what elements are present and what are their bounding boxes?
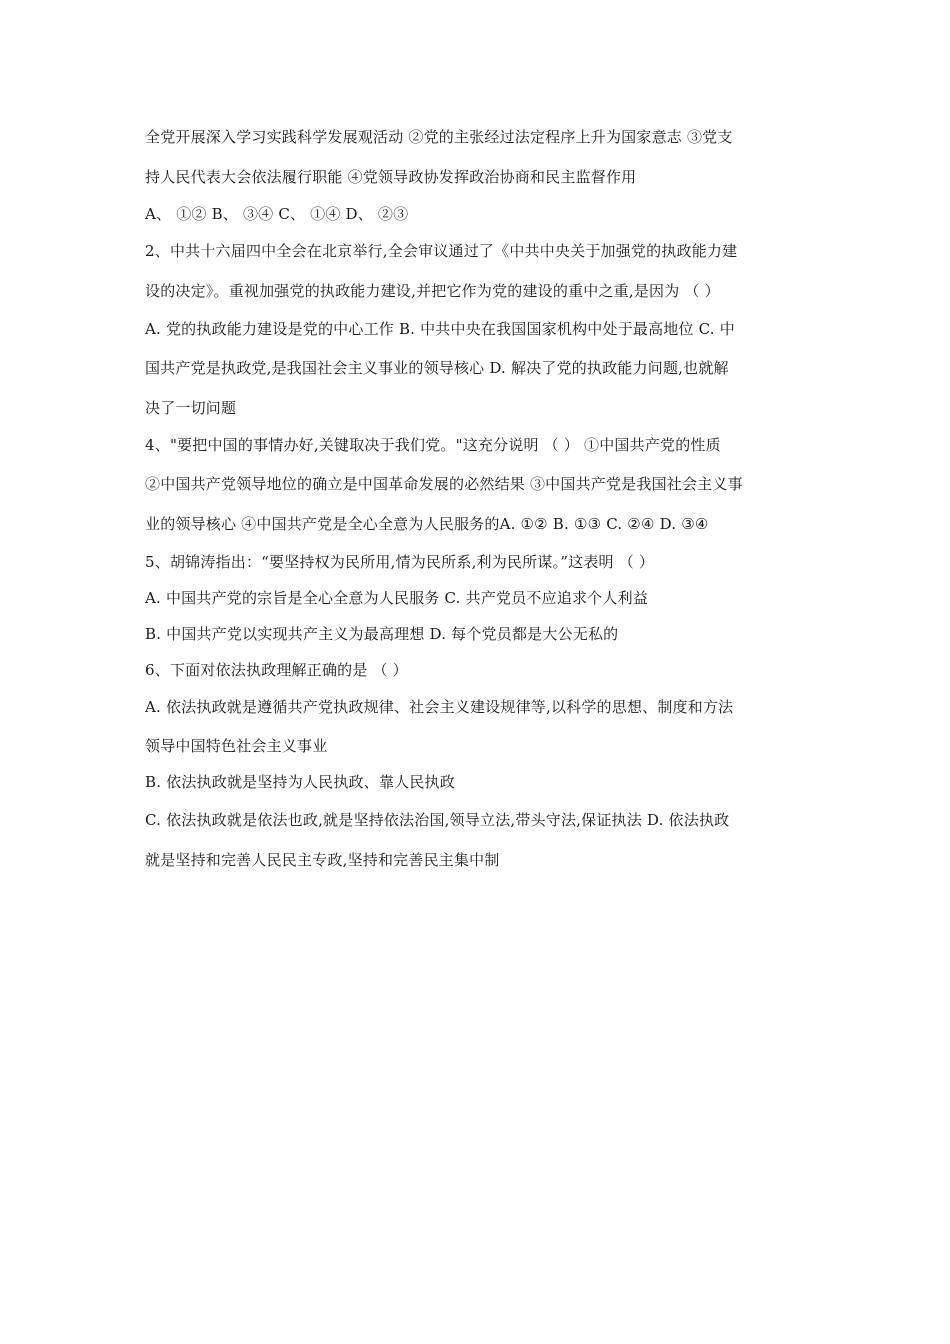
text-line: A. 中国共产党的宗旨是全心全意为人民服务 C. 共产党员不应追求个人利益 bbox=[145, 589, 649, 607]
text-line: 5、胡锦涛指出：“要坚持权为民所用,情为民所系,利为民所谋。”这表明 （ ） bbox=[145, 553, 655, 571]
text-line: 决了一切问题 bbox=[145, 399, 237, 417]
text-line: 业的领导核心 ④中国共产党是全心全意为人民服务的A. ①② B. ①③ C. ②④ D. ③④ bbox=[145, 515, 709, 533]
text-line: 设的决定》。重视加强党的执政能力建设,并把它作为党的建设的重中之重,是因为 （ ） bbox=[145, 282, 720, 300]
text-line: A、 ①② B、 ③④ C、 ①④ D、 ②③ bbox=[145, 205, 409, 223]
text-line: ②中国共产党领导地位的确立是中国革命发展的必然结果 ③中国共产党是我国社会主义事 bbox=[145, 475, 743, 493]
text-line: 4、"要把中国的事情办好,关键取决于我们党。"这充分说明 （ ） ①中国共产党的性质 bbox=[145, 436, 721, 454]
text-line: C. 依法执政就是依法也政,就是坚持依法治国,领导立法,带头守法,保证执法 D. 依法执政 bbox=[145, 811, 730, 829]
text-line: 6、下面对依法执政理解正确的是 （ ） bbox=[145, 661, 408, 679]
text-line: 2、中共十六届四中全会在北京举行,全会审议通过了《中共中央关于加强党的执政能力建 bbox=[145, 242, 738, 260]
text-line: B. 依法执政就是坚持为人民执政、靠人民执政 bbox=[145, 773, 455, 791]
text-line: A. 党的执政能力建设是党的中心工作 B. 中共中央在我国国家机构中处于最高地位 C. 中 bbox=[145, 320, 735, 338]
text-line: 领导中国特色社会主义事业 bbox=[145, 737, 328, 755]
text-line: 全党开展深入学习实践科学发展观活动 ②党的主张经过法定程序上升为国家意志 ③党支 bbox=[145, 128, 733, 146]
text-line: 国共产党是执政党,是我国社会主义事业的领导核心 D. 解决了党的执政能力问题,也就解 bbox=[145, 359, 729, 377]
text-line: A. 依法执政就是遵循共产党执政规律、社会主义建设规律等,以科学的思想、制度和方法 bbox=[145, 698, 734, 716]
text-line: 就是坚持和完善人民民主专政,坚持和完善民主集中制 bbox=[145, 851, 500, 869]
text-line: 持人民代表大会依法履行职能 ④党领导政协发挥政治协商和民主监督作用 bbox=[145, 168, 637, 186]
text-line: B. 中国共产党以实现共产主义为最高理想 D. 每个党员都是大公无私的 bbox=[145, 625, 619, 643]
